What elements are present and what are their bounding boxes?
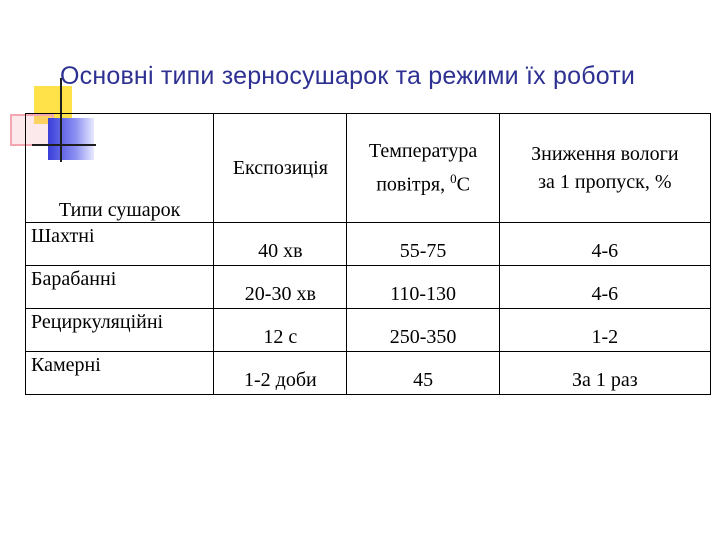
cell-type: Барабанні (26, 266, 214, 309)
cell-exposure: 40 хв (214, 223, 347, 266)
cell-temperature: 250-350 (347, 309, 499, 352)
header-temperature-unit: С (456, 173, 470, 196)
dryers-table (25, 113, 711, 395)
header-temperature-pre: повітря, (376, 173, 451, 196)
header-moisture-reduction (499, 114, 710, 223)
cell-temperature: 45 (347, 352, 499, 395)
cell-moisture: 4-6 (499, 223, 710, 266)
header-moisture-line1: Зниження вологи (531, 143, 679, 165)
cell-temperature: 55-75 (347, 223, 499, 266)
cell-exposure: 12 с (214, 309, 347, 352)
header-air-temperature (347, 114, 499, 223)
cell-exposure: 20-30 хв (214, 266, 347, 309)
cell-exposure: 1-2 доби (214, 352, 347, 395)
cell-temperature: 110-130 (347, 266, 499, 309)
header-exposure: Експозиція (214, 114, 347, 223)
cell-type: Камерні (26, 352, 214, 395)
table-row (26, 352, 711, 395)
header-moisture-line2: за 1 пропуск, % (538, 171, 672, 193)
header-temperature-degree: 0 (450, 171, 457, 187)
table-row (26, 223, 711, 266)
cell-moisture: За 1 раз (499, 352, 710, 395)
header-dryer-types: Типи сушарок (26, 114, 214, 223)
cell-type: Шахтні (26, 223, 214, 266)
cell-type: Рециркуляційні (26, 309, 214, 352)
slide-title: Основні типи зерносушарок та режими їх роботи (60, 62, 636, 90)
table-row (26, 266, 711, 309)
table-row (26, 309, 711, 352)
header-temperature-line2 (347, 165, 498, 199)
header-temperature-line1: Температура (368, 140, 478, 163)
cell-moisture: 1-2 (499, 309, 710, 352)
cell-moisture: 4-6 (499, 266, 710, 309)
table-header-row (26, 114, 711, 223)
